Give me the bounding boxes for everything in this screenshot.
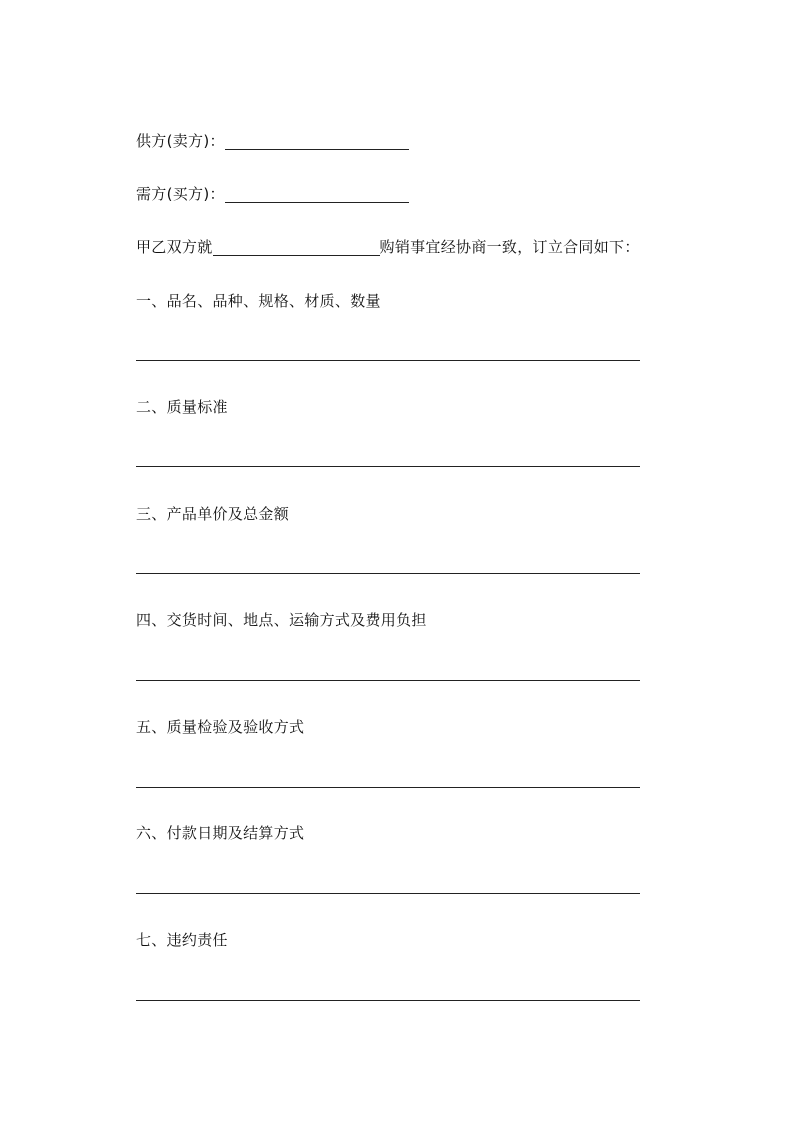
- section-heading: 四、交货时间、地点、运输方式及费用负担: [136, 611, 427, 629]
- buyer-label: 需方(买方)：: [136, 185, 225, 203]
- section-heading: 五、质量检验及验收方式: [136, 718, 305, 736]
- intro-text-before: 甲乙双方就: [136, 238, 213, 256]
- section-answer-line[interactable]: [136, 680, 640, 681]
- supplier-row: [136, 131, 409, 151]
- section-heading: 七、违约责任: [136, 931, 228, 949]
- section-heading: 二、质量标准: [136, 398, 228, 416]
- intro-row: [136, 237, 640, 257]
- section-answer-line[interactable]: [136, 573, 640, 574]
- section-answer-line[interactable]: [136, 893, 640, 894]
- section-heading: 三、产品单价及总金额: [136, 505, 290, 523]
- supplier-blank[interactable]: [225, 132, 409, 150]
- section-answer-line[interactable]: [136, 1000, 640, 1001]
- section-heading: 一、品名、品种、规格、材质、数量: [136, 292, 381, 310]
- section-answer-line[interactable]: [136, 466, 640, 467]
- buyer-blank[interactable]: [225, 185, 409, 203]
- section-answer-line[interactable]: [136, 787, 640, 788]
- section-heading: 六、付款日期及结算方式: [136, 824, 305, 842]
- buyer-row: [136, 184, 409, 204]
- supplier-label: 供方(卖方)：: [136, 132, 225, 150]
- product-blank[interactable]: [213, 238, 380, 256]
- intro-text-after: 购销事宜经协商一致，订立合同如下：: [379, 238, 640, 256]
- section-answer-line[interactable]: [136, 360, 640, 361]
